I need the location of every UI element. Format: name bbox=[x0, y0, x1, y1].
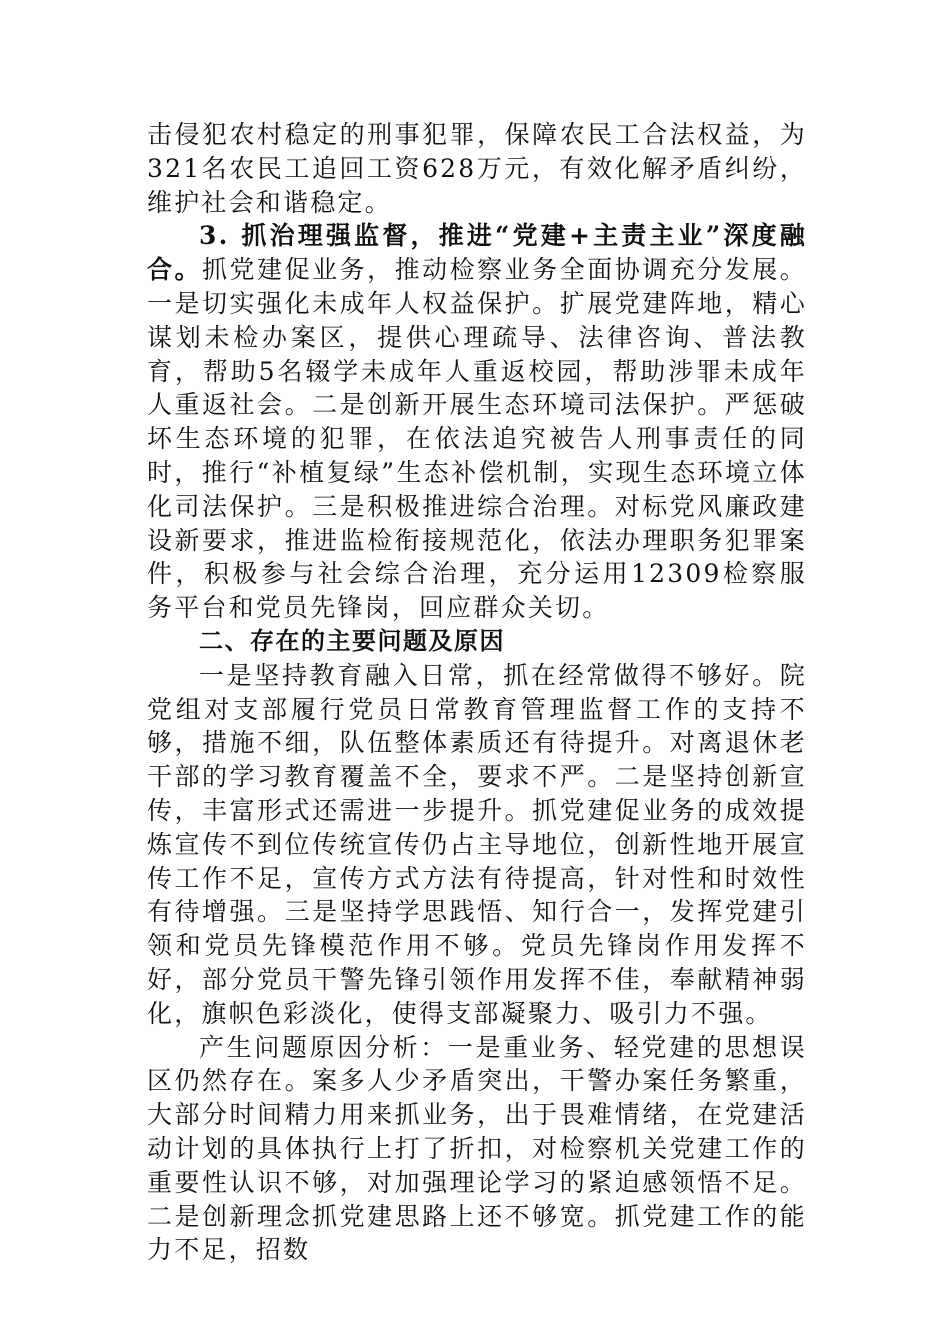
section-heading: 二、存在的主要问题及原因 bbox=[199, 626, 505, 655]
document-body bbox=[147, 118, 807, 1267]
paragraph-continuation: 击侵犯农村稳定的刑事犯罪，保障农民工合法权益，为321名农民工追回工资628万元，有效化解矛盾纠纷，维护社会和谐稳定。 bbox=[147, 120, 807, 217]
paragraph-causes: 产生问题原因分析：一是重业务、轻党建的思想误区仍然存在。案多人少矛盾突出，干警办案任务繁重，大部分时间精力用来抓业务，出于畏难情绪，在党建活动计划的具体执行上打了折扣，对检察机关党建工作的重要性认识不够，对加强理论学习的紧迫感领悟不足。二是创新理念抓党建思路上还不够宽。抓党建工作的能力不足，招数 bbox=[147, 1032, 807, 1265]
paragraph-point-3-lead: 3. 抓治理强监督，推进“党建+主责主业”深度融合。 bbox=[147, 221, 807, 285]
paragraph-problems: 一是坚持教育融入日常，抓在经常做得不够好。院党组对支部履行党员日常教育管理监督工作的支持不够，措施不细，队伍整体素质还有待提升。对离退休老干部的学习教育覆盖不全，要求不严。二是坚持创新宣传，丰富形式还需进一步提升。抓党建促业务的成效提炼宣传不到位传统宣传仍占主导地位，创新性地开展宣传工作不足，宣传方式方法有待提高，针对性和时效性有待增强。三是坚持学思践悟、知行合一，发挥党建引领和党员先锋模范作用不够。党员先锋岗作用发挥不好，部分党员干警先锋引领作用发挥不佳，奉献精神弱化，旗帜色彩淡化，使得支部凝聚力、吸引力不强。 bbox=[147, 660, 807, 1028]
paragraph-point-3-text: 抓党建促业务，推动检察业务全面协调充分发展。一是切实强化未成年人权益保护。扩展党建阵地，精心谋划未检办案区，提供心理疏导、法律咨询、普法教育，帮助5名辍学未成年人重返校园，帮助涉罪未成年人重返社会。二是创新开展生态环境司法保护。严惩破坏生态环境的犯罪，在依法追究被告人刑事责任的同时，推行“补植复绿”生态补偿机制，实现生态环境立体化司法保护。三是积极推进综合治理。对标党风廉政建设新要求，推进监检衔接规范化，依法办理职务犯罪案件，积极参与社会综合治理，充分运用12309检察服务平台和党员先锋岗，回应群众关切。 bbox=[147, 255, 807, 623]
paragraph-point-3 bbox=[147, 219, 807, 625]
